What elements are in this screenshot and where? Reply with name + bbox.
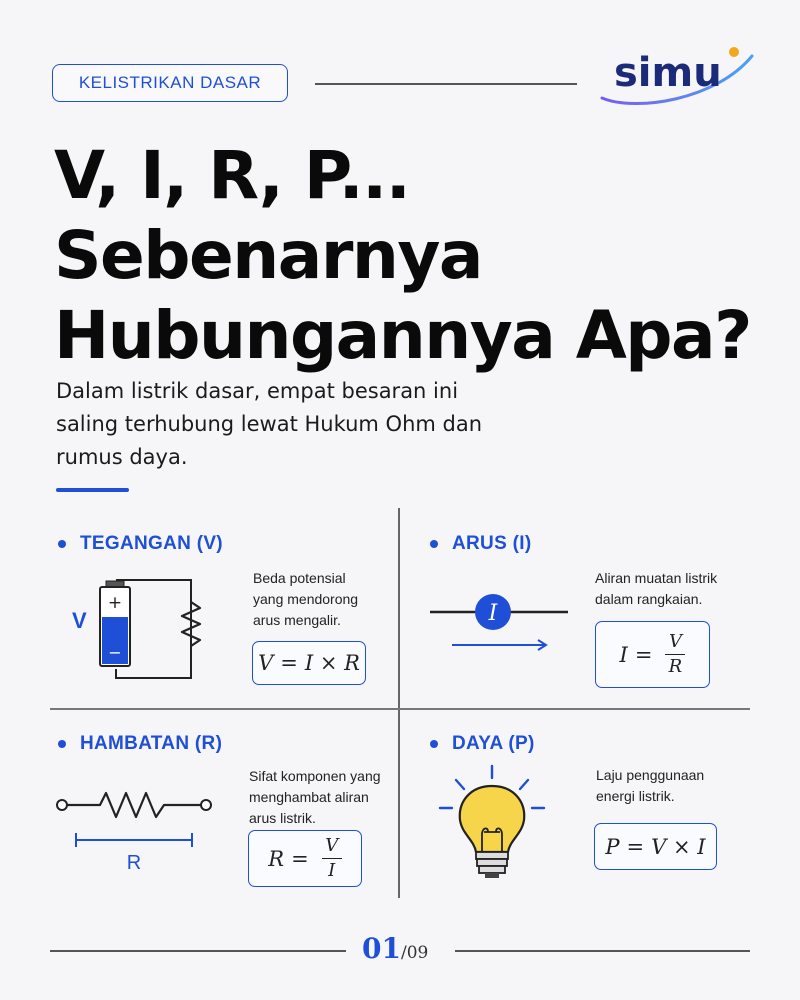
resistance-description: Sifat komponen yang menghambat aliran arus listrik. [249, 768, 381, 826]
page-total: /09 [400, 943, 429, 963]
accent-bar [56, 488, 129, 492]
page-title [54, 136, 794, 376]
category-tag [52, 64, 288, 102]
current-title: ARUS (I) [430, 533, 531, 555]
title-line-2: Sebenarnya [54, 217, 482, 294]
intro-text: Dalam listrik dasar, empat besaran ini saling terhubung lewat Hukum Ohm dan rumus daya. [56, 379, 483, 469]
title-line-3: Hubungannya Apa? [54, 297, 751, 374]
current-description: Aliran muatan listrik dalam rangkaian. [595, 570, 718, 607]
plus-label: + [107, 593, 123, 613]
resistance-symbol: R [126, 852, 142, 874]
current-formula: I = $\frac{V}{R}$ [595, 621, 710, 688]
footer-divider-left [50, 950, 346, 952]
voltage-symbol: V [72, 608, 87, 633]
grid-horizontal-divider [50, 708, 750, 710]
page-indicator [362, 932, 442, 965]
title-line-1: V, I, R, P... [54, 137, 410, 214]
voltage-title: TEGANGAN (V) [58, 533, 223, 555]
current-flow-icon [428, 590, 570, 656]
power-formula: P = V × I [594, 823, 717, 870]
footer-divider-right [455, 950, 750, 952]
resistor-icon [52, 785, 218, 875]
header-divider [315, 83, 577, 85]
page-current: 01 [362, 932, 401, 965]
current-symbol: I [488, 601, 498, 626]
power-title: DAYA (P) [430, 733, 535, 755]
logo-wordmark: simu [614, 50, 722, 96]
voltage-formula: V = I × R [252, 641, 366, 685]
power-description: Laju penggunaan energi listrik. [596, 767, 705, 804]
minus-label: − [108, 643, 122, 662]
bullet-icon [58, 740, 66, 748]
bullet-icon [58, 540, 66, 548]
bullet-icon [430, 740, 438, 748]
light-bulb-icon [436, 762, 548, 882]
category-tag-label: KELISTRIKAN DASAR [78, 73, 262, 92]
bullet-icon [430, 540, 438, 548]
resistance-title: HAMBATAN (R) [58, 733, 222, 755]
resistance-formula: R = $\frac{V}{I}$ [248, 830, 362, 887]
battery-circuit-icon [60, 572, 210, 684]
voltage-description: Beda potensial yang mendorong arus mengalir. [253, 570, 359, 628]
simu-logo [596, 40, 760, 112]
grid-vertical-divider [398, 508, 400, 898]
